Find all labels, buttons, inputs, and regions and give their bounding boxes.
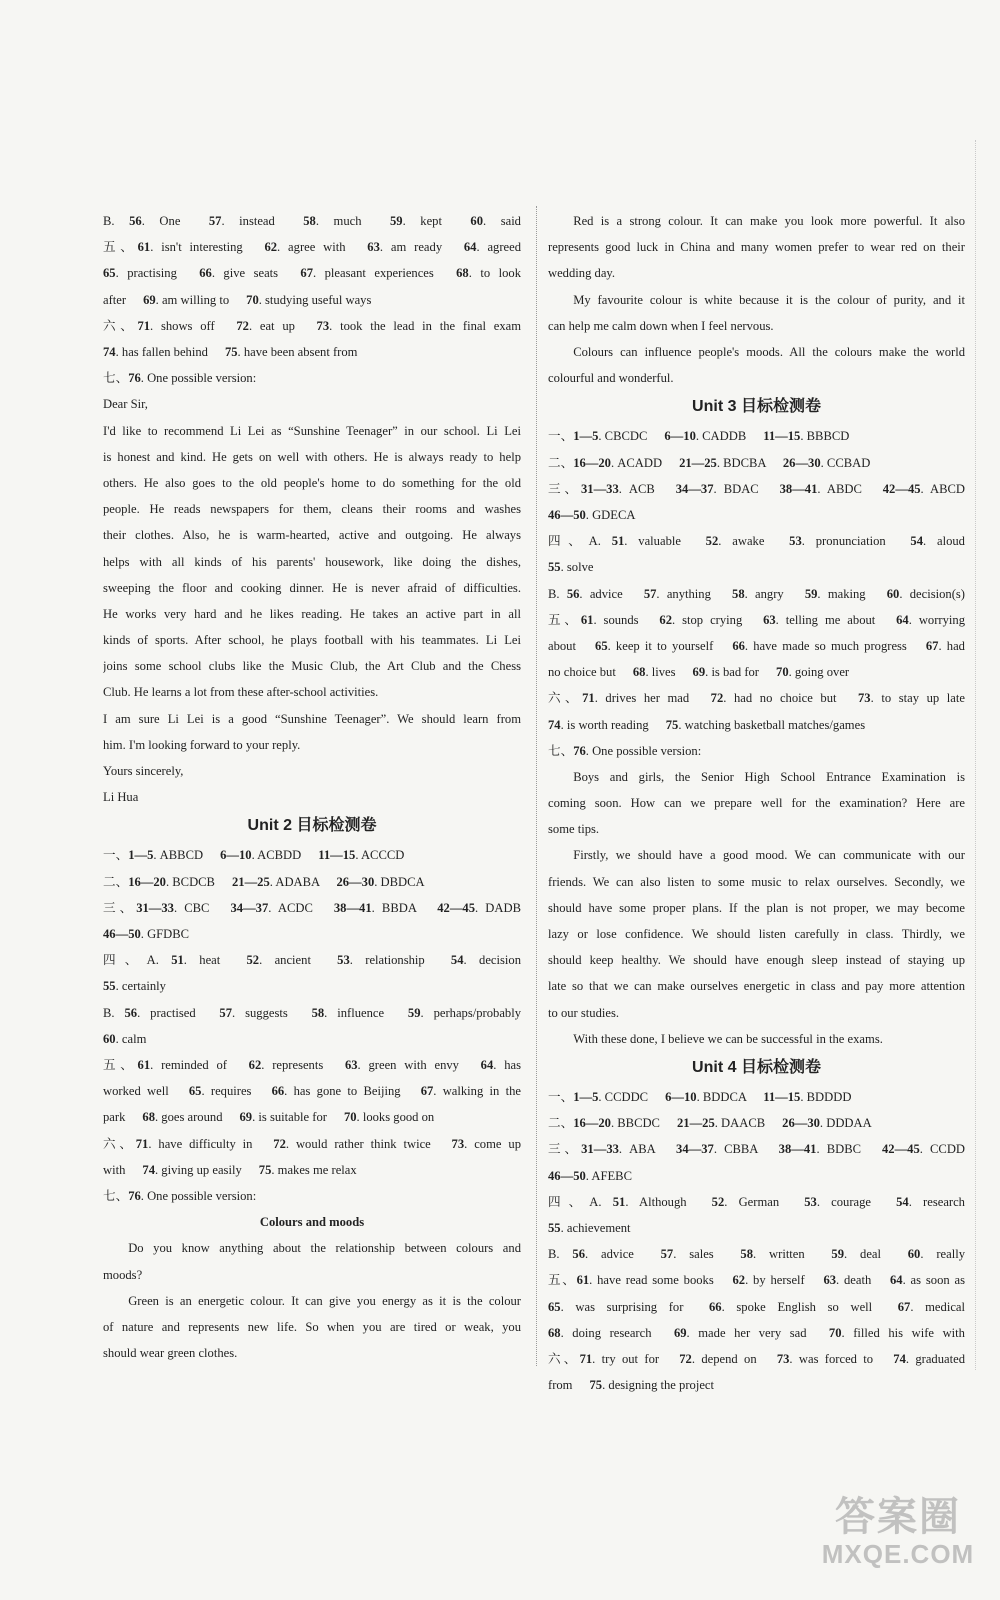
answer-line: 七、76. One possible version: (103, 1188, 257, 1203)
answer-line: 一、1—5. ABBCD 6—10. ACBDD 11—15. ACCCD (103, 848, 405, 863)
left-column (103, 208, 521, 1366)
answer-line: 二、16—20. ACADD 21—25. BDCBA 26—30. CCBAD (548, 455, 871, 470)
essay-line: wedding day. (548, 266, 616, 281)
answer-line: 六、71. drives her mad 72. had no choice but 73. to stay up late (548, 691, 965, 706)
column-divider (536, 206, 537, 1366)
letter-line: joins some school clubs like the Music Club, the Art Club and the Chess (103, 659, 521, 674)
essay-line: My favourite colour is white because it is the colour of purity, and it (573, 292, 965, 307)
letter-line: kinds of sports. After school, he plays football with his teammates. Li Lei (103, 633, 521, 648)
answer-line: 六、71. try out for 72. depend on 73. was forced to 74. graduated (548, 1351, 965, 1366)
essay-line: coming soon. How can we prepare well for the examination? Here are (548, 796, 965, 811)
answer-line: 65. practising 66. give seats 67. pleasant experiences 68. to look (103, 266, 521, 281)
answer-line: B. 56. practised 57. suggests 58. influence 59. perhaps/probably (103, 1005, 521, 1020)
answer-line: 46—50. AFEBC (548, 1168, 632, 1183)
answer-line: 68. doing research 69. made her very sad 70. filled his wife with (548, 1325, 965, 1340)
answer-line: 60. calm (103, 1031, 147, 1046)
essay-line: represents good luck in China and many women prefer to wear red on their (548, 240, 965, 255)
right-column (548, 208, 965, 1398)
answer-line: 一、1—5. CCDDC 6—10. BDDCA 11—15. BDDDD (548, 1090, 852, 1105)
letter-line: helps with all kinds of his parents' housework, like doing the dishes, (103, 554, 521, 569)
answer-line: 七、76. One possible version: (103, 371, 257, 386)
essay-line: of nature and represents new life. So when you are tired or weak, you (103, 1319, 521, 1334)
answer-line: 四、A. 51. heat 52. ancient 53. relationship 54. decision (103, 953, 521, 968)
essay-line: colourful and wonderful. (548, 371, 674, 386)
letter-line: people. He reads newspapers for them, cleans their rooms and washes (103, 502, 521, 517)
essay-line: Green is an energetic colour. It can give you energy as it is the colour (128, 1293, 521, 1308)
letter-line: is honest and kind. He gets on well with others. He is always ready to help (103, 449, 521, 464)
answer-line: 七、76. One possible version: (548, 743, 702, 758)
answer-line: 65. was surprising for 66. spoke English so well 67. medical (548, 1299, 965, 1314)
answer-line: from 75. designing the project (548, 1378, 715, 1393)
answer-line: B. 56. One 57. instead 58. much 59. kept 60. said (103, 214, 521, 228)
answer-line: 一、1—5. CBCDC 6—10. CADDB 11—15. BBBCD (548, 429, 850, 444)
answer-line: 55. solve (548, 560, 594, 575)
watermark-logo: 答案圈 (835, 1495, 961, 1539)
answer-line: 二、16—20. BCDCB 21—25. ADABA 26—30. DBDCA (103, 874, 425, 889)
essay-line: Do you know anything about the relationship between colours and (128, 1241, 521, 1256)
answer-line: no choice but 68. lives 69. is bad for 70. going over (548, 665, 850, 680)
essay-line: some tips. (548, 822, 600, 837)
answer-line: 五、61. reminded of 62. represents 63. green with envy 64. has (103, 1058, 521, 1073)
essay-line: should have some proper plans. If the plan is not proper, we may become (548, 900, 965, 915)
answer-line: 六、71. shows off 72. eat up 73. took the lead in the final exam (103, 318, 521, 333)
answer-line: 四、A. 51. valuable 52. awake 53. pronunciation 54. aloud (548, 534, 965, 549)
letter-line: I'd like to recommend Li Lei as “Sunshine Teenager” in our school. Li Lei (103, 423, 521, 438)
letter-line: Dear Sir, (103, 397, 148, 412)
answer-line: 46—50. GDECA (548, 507, 636, 522)
answer-line: park 68. goes around 69. is suitable for 70. looks good on (103, 1110, 435, 1125)
answer-line: 五、61. sounds 62. stop crying 63. telling me about 64. worrying (548, 612, 965, 627)
letter-line: Li Hua (103, 790, 139, 805)
page-edge-mark (975, 140, 976, 1370)
letter (103, 391, 521, 810)
answer-line: 55. certainly (103, 979, 166, 994)
essay-line: should wear green clothes. (103, 1346, 238, 1361)
letter-line: their clothes. Also, he is warm-hearted, active and outgoing. He always (103, 528, 521, 543)
essay-line: Red is a strong colour. It can make you look more powerful. It also (573, 214, 965, 228)
essay-line: moods? (103, 1267, 143, 1282)
answer-line: B. 56. advice 57. sales 58. written 59. deal 60. really (548, 1247, 965, 1262)
unit2-title: Unit 2 目标检测卷 (247, 817, 377, 835)
answer-line: 五、61. have read some books 62. by herself 63. death 64. as soon as (548, 1273, 965, 1288)
essay-line: should keep healthy. We should have enough sleep instead of staying up (548, 953, 965, 968)
letter-line: I am sure Li Lei is a good “Sunshine Teenager”. We should learn from (103, 711, 521, 726)
answer-line: 74. is worth reading 75. watching basketball matches/games (548, 717, 866, 732)
answer-line: 六、71. have difficulty in 72. would rather think twice 73. come up (103, 1136, 521, 1151)
essay-line: With these done, I believe we can be successful in the exams. (573, 1031, 883, 1046)
letter-line: him. I'm looking forward to your reply. (103, 737, 301, 752)
answer-line: B. 56. advice 57. anything 58. angry 59. making 60. decision(s) (548, 586, 965, 601)
letter-line: Club. He learns a lot from these after-school activities. (103, 685, 379, 700)
letter-line: He works very hard and he likes reading. He takes an active part in all (103, 606, 521, 621)
answer-line: 五、61. isn't interesting 62. agree with 63. am ready 64. agreed (103, 240, 521, 255)
answer-line: 三、31—33. ABA 34—37. CBBA 38—41. BDBC 42—45. CCDD (548, 1142, 965, 1157)
answer-line: 46—50. GFDBC (103, 927, 190, 942)
essay-line: Boys and girls, the Senior High School Entrance Examination is (573, 769, 965, 784)
answer-line: 55. achievement (548, 1221, 631, 1235)
answer-line: about 65. keep it to yourself 66. have made so much progress 67. had (548, 638, 965, 653)
essay-line: late so that we can make ourselves energetic in class and pay more attention (548, 979, 965, 994)
answer-line: 74. has fallen behind 75. have been absent from (103, 344, 358, 359)
essay-title: Colours and moods (259, 1215, 365, 1230)
essay-line: can help me calm down when I feel nervous. (548, 318, 774, 333)
unit4-title: Unit 4 目标检测卷 (692, 1059, 821, 1077)
answer-line: with 74. giving up easily 75. makes me relax (103, 1162, 357, 1177)
letter-line: others. He also goes to the old people's home to do something for the old (103, 475, 521, 490)
watermark (808, 1495, 988, 1569)
unit3-title: Unit 3 目标检测卷 (692, 398, 821, 416)
answer-line: 三、31—33. CBC 34—37. ACDC 38—41. BBDA 42—45. DADB (103, 900, 521, 915)
answer-line: 四、A. 51. Although 52. German 53. courage 54. research (548, 1194, 965, 1209)
essay-line: Colours can influence people's moods. All the colours make the world (573, 344, 965, 359)
letter-line: Yours sincerely, (103, 764, 184, 779)
letter-line: sweeping the floor and cooking dinner. He is never afraid of difficulties. (103, 580, 521, 595)
answer-line: after 69. am willing to 70. studying useful ways (103, 292, 372, 307)
essay-line: Firstly, we should have a good mood. We can communicate with our (573, 848, 965, 863)
essay-line: friends. We can also listen to some music to relax ourselves. Secondly, we (548, 874, 965, 889)
answer-line: 三、31—33. ACB 34—37. BDAC 38—41. ABDC 42—45. ABCD (548, 481, 965, 496)
answer-line: worked well 65. requires 66. has gone to Beijing 67. walking in the (103, 1084, 521, 1099)
essay-line: lazy or lose confidence. We should listen carefully in class. Thirdly, we (548, 927, 965, 942)
watermark-url: MXQE.COM (821, 1539, 975, 1569)
answer-line: 二、16—20. BBCDC 21—25. DAACB 26—30. DDDAA (548, 1116, 872, 1131)
essay-line: to our studies. (548, 1005, 620, 1020)
